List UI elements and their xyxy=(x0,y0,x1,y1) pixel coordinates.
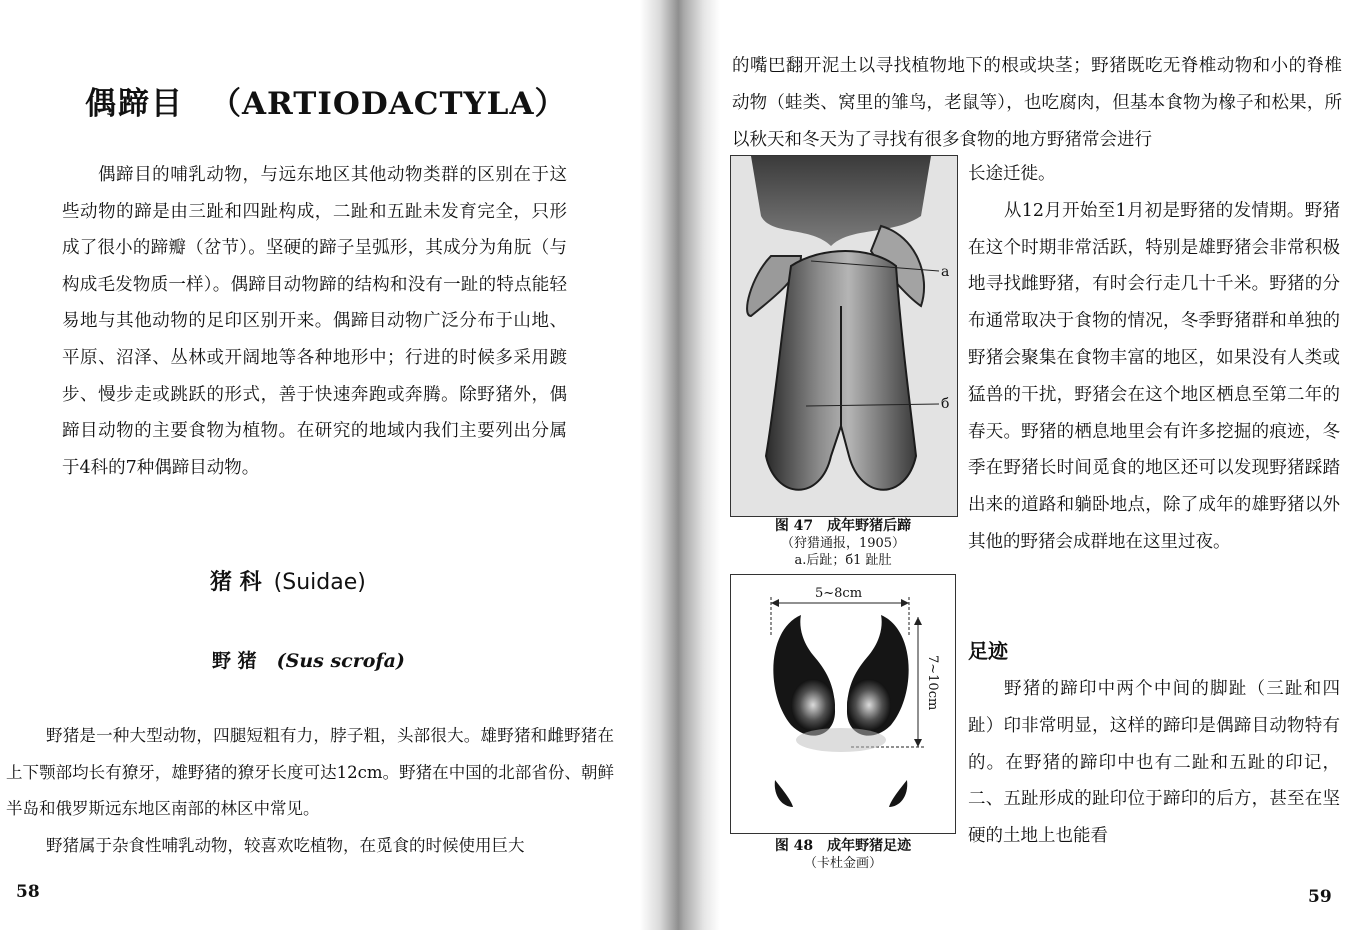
dew-claw-mark-left xyxy=(775,780,793,807)
figure-47-hoof-drawing xyxy=(730,155,958,517)
species-heading xyxy=(212,646,405,673)
width-label: 5~8cm xyxy=(815,586,863,601)
footprint-pad-left xyxy=(791,679,835,731)
breeding-paragraph: 从12月开始至1月初是野猪的发情期。野猪在这个时期非常活跃，特别是雄野猪会非常积极地寻找雌野猪，有时会行走几十千米。野猪的分布通常取决于食物的情况，冬季野猪群和单独的野猪会聚集在食物丰富的地区，如果没有人类或猛兽的干扰，野猪会在这个地区栖息至第二年的春天。野猪的栖息地里会有许多挖掘的痕迹，冬季在野猪长时间觅食的地区还可以发现野猪踩踏出来的道路和躺卧地点，除了成年的雄野猪以外其他的野猪会成群地在这里过夜。 xyxy=(968,200,1340,552)
footprint-paragraph: 野猪的蹄印中两个中间的脚趾（三趾和四趾）印非常明显，这样的蹄印是偶蹄目动物特有的。在野猪的蹄印中也有二趾和五趾的印记，二、五趾形成的趾印位于蹄印的后方，甚至在坚硬的土地上也能看 xyxy=(968,679,1340,847)
footprint-subheading: 足迹 xyxy=(968,639,1008,663)
species-description xyxy=(6,718,614,864)
footprint-stipple xyxy=(796,728,886,752)
hoof-illustration xyxy=(731,156,957,516)
title-chinese: 偶蹄目 xyxy=(85,86,184,122)
book-gutter xyxy=(640,0,720,930)
width-arrow-head-left xyxy=(771,599,779,607)
page-number-right: 59 xyxy=(1308,887,1332,907)
description-paragraph-2: 野猪属于杂食性哺乳动物，较喜欢吃植物，在觅食的时候使用巨大 xyxy=(46,835,525,855)
right-page xyxy=(720,0,1358,930)
figure-47-source: （狩猎通报，1905） xyxy=(780,536,906,551)
continued-paragraph: 的嘴巴翻开泥土以寻找植物地下的根或块茎；野猪既吃无脊椎动物和小的脊椎动物（蛙类、窝里的雏鸟，老鼠等），也吃腐肉，但基本食物为橡子和松果，所以秋天和冬天为了寻找有很多食物的地方野猪常会进行 xyxy=(732,56,1342,150)
height-label: 7~10cm xyxy=(925,655,940,711)
figure-47-title: 图 47 成年野猪后蹄 xyxy=(774,518,912,534)
species-name-latin: (Sus scrofa) xyxy=(276,650,405,672)
footprint-illustration xyxy=(731,575,955,833)
family-heading xyxy=(210,565,366,596)
figure-48-source: （卡杜金画） xyxy=(803,856,882,871)
description-paragraph-1: 野猪是一种大型动物，四腿短粗有力，脖子粗，头部很大。雄野猪和雌野猪在上下颚部均长有獠牙，雄野猪的獠牙长度可达12cm。野猪在中国的北部省份、朝鲜半岛和俄罗斯远东地区南部的林区中常见。 xyxy=(6,726,614,818)
page-number-left: 58 xyxy=(16,882,40,902)
title-latin: （ARTIODACTYLA） xyxy=(210,86,567,122)
intro-paragraph: 偶蹄目的哺乳动物，与远东地区其他动物类群的区别在于这些动物的蹄是由三趾和四趾构成，二趾和五趾未发育完全，只形成了很小的蹄瓣（岔节）。坚硬的蹄子呈弧形，其成分为角朊（与构成毛发物质一样）。偶蹄目动物蹄的结构和没有一趾的特点能轻易地与其他动物的足印区别开来。偶蹄目动物广泛分布于山地、平原、沼泽、丛林或开阔地等各种地形中；行进的时候多采用踱步、慢步走或跳跃的形式，善于快速奔跑或奔腾。除野猪外，偶蹄目动物的主要食物为植物。在研究的地域内我们主要列出分属于4科的7种偶蹄目动物。 xyxy=(62,165,567,478)
figure-48-caption xyxy=(730,838,956,872)
figure-48-footprint-drawing xyxy=(730,574,956,834)
width-arrow-head-right xyxy=(901,599,909,607)
label-b: б xyxy=(941,396,950,412)
label-a: a xyxy=(941,264,950,280)
page-title xyxy=(85,78,567,123)
height-arrow-head-bottom xyxy=(914,739,922,747)
continued-line: 长途迁徙。 xyxy=(968,164,1056,184)
dew-claw-mark-right xyxy=(889,780,907,807)
figure-47-legend: a.后趾；б1 趾肚 xyxy=(794,553,892,568)
figure-48-title: 图 48 成年野猪足迹 xyxy=(774,838,912,854)
species-name-cn: 野 猪 xyxy=(212,650,257,672)
figure-47-caption xyxy=(730,518,956,569)
footprint-pad-right xyxy=(847,679,891,731)
family-name-latin: (Suidae) xyxy=(273,570,366,595)
column-text xyxy=(968,156,1340,561)
height-arrow-head-top xyxy=(914,617,922,625)
family-name-cn: 猪 科 xyxy=(210,569,262,595)
left-page xyxy=(0,0,648,930)
